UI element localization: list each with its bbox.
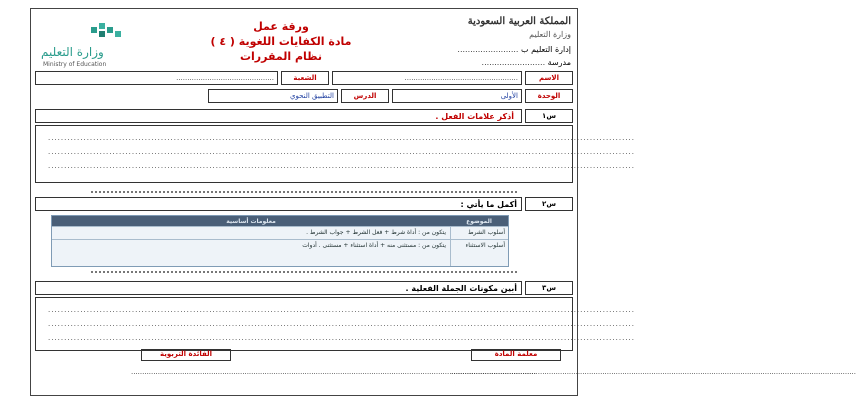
- title-line-2: مادة الكفايات اللغوية ( ٤ ): [210, 35, 352, 48]
- question-3-number: س٣: [525, 281, 573, 295]
- section-field[interactable]: ............................................: [35, 71, 278, 85]
- answer-line: ......................................................................................................................................................................................: [48, 148, 635, 156]
- admin-field[interactable]: ........................: [457, 45, 519, 54]
- unit-row: [35, 89, 573, 103]
- table-header: [52, 216, 508, 226]
- lesson-label: الدرس: [341, 89, 389, 103]
- question-2-text: أكمل ما يأتي :: [35, 197, 522, 211]
- question-2-number: س٢: [525, 197, 573, 211]
- question-3-text: أبين مكونات الجملة الفعلية .: [35, 281, 522, 295]
- unit-value: الأولى: [392, 89, 522, 103]
- question-1-text: [35, 109, 522, 123]
- question-3-answer-area[interactable]: [35, 297, 635, 351]
- worksheet-title: [181, 19, 381, 64]
- admin-line: [391, 43, 571, 56]
- school-field[interactable]: .........................: [481, 58, 546, 67]
- question-1-number: س١: [525, 109, 573, 123]
- question-1-answer-area[interactable]: [35, 125, 635, 183]
- question-1-bar: [35, 109, 573, 123]
- section-label: الشعبة: [281, 71, 329, 85]
- divider: [91, 187, 517, 193]
- ministry-logo: [37, 17, 147, 67]
- ministry-logo-icon: [87, 21, 127, 45]
- title-line-3: نظام المقررات: [239, 50, 323, 63]
- name-field[interactable]: ...................................................: [332, 71, 522, 85]
- answer-line: ......................................................................................................................................................................................: [48, 320, 635, 328]
- divider: [91, 267, 517, 273]
- table-cell-info: يتكون من : مستثنى منه + أداة استثناء + مستثنى . أدوات: [302, 242, 446, 249]
- lesson-value: التطبيق النحوي: [208, 89, 338, 103]
- answer-line: ......................................................................................................................................................................................: [48, 134, 635, 142]
- table-row: [52, 226, 508, 239]
- question-1-label: أذكر علامات الفعل .: [435, 111, 514, 121]
- question-2-bar: [35, 197, 573, 211]
- name-row: [35, 71, 573, 85]
- logo-arabic-text: وزارة التعليم: [41, 45, 104, 59]
- teacher-label: معلمة المادة: [471, 349, 561, 361]
- worksheet-page: [30, 8, 856, 396]
- logo-english-text: Ministry of Education: [43, 61, 107, 68]
- school-label: مدرسة: [547, 58, 571, 67]
- answer-line: ......................................................................................................................................................................................: [48, 306, 635, 314]
- admin-label: إدارة التعليم ب: [521, 45, 571, 54]
- teacher-field[interactable]: ......................................................................................................................................................................................: [451, 368, 856, 376]
- answer-line: ......................................................................................................................................................................................: [48, 334, 635, 342]
- table-cell-topic: أسلوب الشرط: [450, 227, 508, 239]
- school-line: [391, 56, 571, 69]
- question-3-bar: [35, 281, 573, 295]
- kingdom-title: المملكة العربية السعودية: [467, 16, 571, 27]
- title-line-1: ورقة عمل: [253, 20, 309, 33]
- name-label: الاسم: [525, 71, 573, 85]
- answer-line: ......................................................................................................................................................................................: [48, 162, 635, 170]
- ministry-subtitle: وزارة التعليم: [529, 30, 571, 39]
- unit-label: الوحدة: [525, 89, 573, 103]
- benefit-label: الفائدة التربوية: [141, 349, 231, 361]
- table-cell-info: يتكون من : أداة شرط + فعل الشرط + جواب الشرط .: [306, 229, 446, 236]
- table-cell-topic: أسلوب الاستثناء: [450, 240, 508, 266]
- benefit-field[interactable]: ......................................................................................................................................................................................: [131, 368, 536, 376]
- table-header-info: معلومات أساسية: [226, 217, 276, 225]
- table-header-topic: الموضوع: [466, 217, 492, 225]
- header-right: [391, 15, 571, 69]
- info-table: [51, 215, 509, 267]
- table-row: [52, 239, 508, 266]
